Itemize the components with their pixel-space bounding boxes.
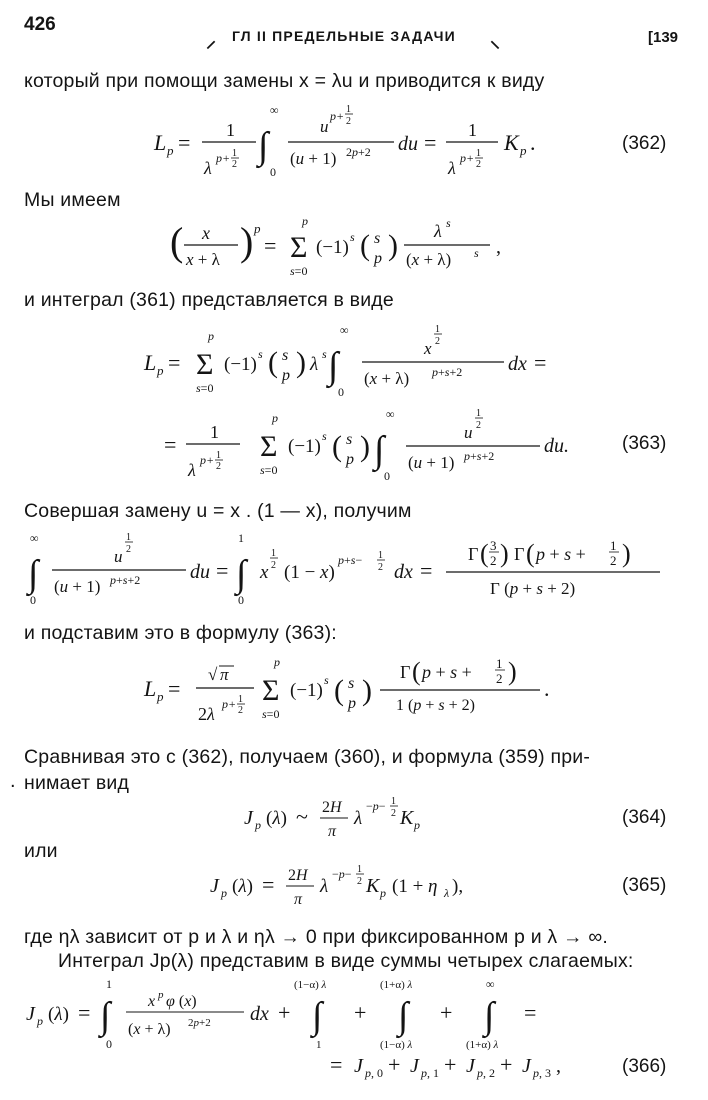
svg-text:s: s bbox=[282, 347, 289, 364]
svg-text:s: s bbox=[258, 347, 263, 361]
svg-text:(−1): (−1) bbox=[288, 436, 321, 457]
svg-text:u: u bbox=[114, 547, 123, 566]
svg-text:=: = bbox=[424, 130, 437, 155]
svg-text:1: 1 bbox=[210, 422, 219, 442]
svg-text:λ: λ bbox=[444, 886, 450, 900]
svg-text:): ) bbox=[388, 229, 398, 262]
svg-text:): ) bbox=[508, 657, 517, 686]
svg-text:p+s+2: p+s+2 bbox=[432, 365, 463, 379]
svg-text:J: J bbox=[244, 807, 253, 829]
svg-text:x + λ: x + λ bbox=[186, 250, 220, 269]
header-ornament-right: ⸜ bbox=[490, 30, 500, 52]
svg-text:J: J bbox=[410, 1055, 419, 1077]
paragraph-number: [139 bbox=[648, 29, 679, 46]
svg-text:Σ: Σ bbox=[196, 348, 214, 381]
svg-text:Σ: Σ bbox=[260, 430, 278, 463]
svg-text:+: + bbox=[278, 1000, 291, 1025]
svg-text:1: 1 bbox=[357, 864, 362, 875]
svg-text:=: = bbox=[78, 1000, 91, 1025]
svg-text:∫: ∫ bbox=[398, 995, 409, 1037]
svg-text:1: 1 bbox=[476, 148, 481, 159]
svg-text:2λ: 2λ bbox=[198, 704, 215, 724]
svg-text:(u + 1): (u + 1) bbox=[290, 149, 337, 168]
svg-text:(λ): (λ) bbox=[266, 808, 287, 829]
body-text-line-5: и подставим это в формулу (363): bbox=[24, 622, 337, 644]
svg-text:(: ( bbox=[334, 674, 344, 707]
svg-text:1: 1 bbox=[435, 324, 440, 335]
svg-text:=: = bbox=[524, 1000, 537, 1025]
svg-text:(: ( bbox=[170, 219, 184, 264]
svg-text:1: 1 bbox=[610, 538, 617, 553]
svg-text:(1−α) λ: (1−α) λ bbox=[294, 979, 327, 991]
svg-text:p, 1: p, 1 bbox=[421, 1066, 439, 1080]
body-text-line-6a: Сравнивая это с (362), получаем (360), и формула (359) при- bbox=[24, 746, 591, 768]
svg-text:2p+2: 2p+2 bbox=[346, 145, 371, 159]
svg-text:s=0: s=0 bbox=[260, 463, 278, 477]
equation-365 bbox=[200, 858, 520, 918]
svg-text:∞: ∞ bbox=[30, 531, 39, 545]
svg-text:s: s bbox=[346, 431, 353, 448]
svg-text:p+s−: p+s− bbox=[338, 553, 363, 567]
svg-text:p: p bbox=[374, 250, 382, 267]
svg-text:p, 2: p, 2 bbox=[477, 1066, 495, 1080]
svg-text:λ: λ bbox=[188, 460, 196, 480]
svg-text:√: √ bbox=[208, 665, 218, 684]
svg-text:2: 2 bbox=[238, 705, 243, 716]
svg-text:∫: ∫ bbox=[258, 125, 269, 167]
svg-text:2H: 2H bbox=[322, 799, 342, 816]
svg-text:K: K bbox=[504, 130, 519, 155]
svg-text:(x + λ): (x + λ) bbox=[406, 250, 452, 269]
svg-text:1: 1 bbox=[106, 977, 112, 991]
svg-text:+: + bbox=[500, 1052, 513, 1077]
svg-text:.: . bbox=[530, 130, 536, 155]
svg-text:p: p bbox=[157, 689, 164, 704]
svg-text:s=0: s=0 bbox=[196, 381, 214, 395]
svg-text:3: 3 bbox=[490, 538, 497, 553]
svg-text:1 (p + s + 2): 1 (p + s + 2) bbox=[396, 697, 475, 714]
svg-text:(1 − x): (1 − x) bbox=[284, 562, 335, 583]
svg-text:2: 2 bbox=[346, 116, 351, 127]
svg-text:p: p bbox=[414, 818, 420, 832]
svg-text:p: p bbox=[348, 695, 356, 712]
svg-text:p: p bbox=[520, 143, 527, 158]
svg-text:p+: p+ bbox=[222, 697, 237, 711]
svg-text:J: J bbox=[354, 1055, 363, 1077]
svg-text:(−1): (−1) bbox=[290, 680, 323, 701]
svg-text:=: = bbox=[262, 872, 275, 897]
svg-text:s: s bbox=[474, 246, 479, 260]
svg-text:∫: ∫ bbox=[312, 995, 323, 1037]
body-text-line-8: где ηλ зависит от p и λ и ηλ → 0 при фиксированном p и λ → ∞. bbox=[24, 926, 609, 948]
svg-text:2: 2 bbox=[490, 553, 497, 568]
svg-text:s: s bbox=[446, 216, 451, 230]
svg-text:s: s bbox=[350, 230, 355, 244]
svg-text:): ) bbox=[622, 539, 631, 568]
svg-text:(λ): (λ) bbox=[232, 876, 253, 897]
svg-text:): ) bbox=[296, 346, 306, 379]
svg-text:(: ( bbox=[268, 346, 278, 379]
svg-text:(u + 1): (u + 1) bbox=[54, 577, 101, 596]
svg-text:p+: p+ bbox=[460, 151, 475, 165]
svg-text:(1−α) λ: (1−α) λ bbox=[380, 1039, 413, 1051]
equation-number-363: (363) bbox=[622, 433, 667, 454]
svg-text:=: = bbox=[420, 558, 433, 583]
svg-text:~: ~ bbox=[296, 804, 308, 829]
svg-text:(x + λ): (x + λ) bbox=[128, 1021, 171, 1038]
svg-text:1: 1 bbox=[238, 531, 244, 545]
svg-text:1: 1 bbox=[238, 694, 243, 705]
equation-number-365: (365) bbox=[622, 875, 667, 896]
svg-text:): ) bbox=[500, 539, 509, 568]
svg-text:): ) bbox=[362, 674, 372, 707]
equation-366-line-2 bbox=[326, 1044, 616, 1090]
svg-text:),: ), bbox=[452, 876, 464, 897]
svg-text:p: p bbox=[272, 411, 278, 425]
running-head: ГЛ II ПРЕДЕЛЬНЫЕ ЗАДАЧИ bbox=[232, 28, 456, 44]
svg-text:.: . bbox=[544, 676, 550, 701]
svg-text:=: = bbox=[164, 432, 177, 457]
svg-text:,: , bbox=[496, 236, 501, 258]
body-text-line-2: Мы имеем bbox=[24, 189, 121, 211]
svg-text:du: du bbox=[190, 561, 210, 583]
svg-text:Γ: Γ bbox=[514, 544, 525, 564]
svg-text:(u + 1): (u + 1) bbox=[408, 453, 455, 472]
body-text-line-3: и интеграл (361) представляется в виде bbox=[24, 289, 394, 311]
svg-text:1: 1 bbox=[346, 104, 351, 115]
svg-text:∞: ∞ bbox=[386, 407, 395, 421]
svg-text:(: ( bbox=[412, 657, 421, 686]
svg-text:s=0: s=0 bbox=[290, 264, 308, 278]
equation-beta-integral bbox=[20, 528, 680, 612]
svg-text:(1+α) λ: (1+α) λ bbox=[466, 1039, 499, 1051]
equation-363-line-1 bbox=[140, 318, 560, 402]
svg-text:0: 0 bbox=[270, 165, 276, 179]
svg-text:s: s bbox=[374, 230, 381, 247]
svg-text:=: = bbox=[178, 130, 191, 155]
svg-text:1: 1 bbox=[496, 656, 503, 671]
svg-text:∫: ∫ bbox=[328, 345, 339, 387]
svg-text:,: , bbox=[556, 1055, 561, 1077]
svg-text:Γ (p + s + 2): Γ (p + s + 2) bbox=[490, 579, 576, 598]
svg-text:L: L bbox=[144, 350, 157, 375]
svg-text:s: s bbox=[322, 347, 327, 361]
svg-text:J: J bbox=[522, 1055, 531, 1077]
svg-text:(: ( bbox=[332, 430, 342, 463]
svg-text:−p−: −p− bbox=[366, 799, 386, 813]
svg-text:+: + bbox=[444, 1052, 457, 1077]
equation-lp-gamma bbox=[140, 648, 580, 732]
svg-text:): ) bbox=[240, 219, 254, 264]
svg-text:=: = bbox=[534, 350, 547, 375]
svg-text:p: p bbox=[37, 1014, 43, 1028]
svg-text:+: + bbox=[388, 1052, 401, 1077]
body-text-line-9: Интеграл Jp(λ) представим в виде суммы четырех слагаемых: bbox=[58, 950, 634, 972]
svg-text:Γ: Γ bbox=[468, 544, 479, 564]
svg-text:Σ: Σ bbox=[290, 231, 308, 264]
svg-text:2: 2 bbox=[610, 553, 617, 568]
svg-text:2: 2 bbox=[391, 808, 396, 819]
svg-text:u: u bbox=[464, 423, 473, 442]
svg-text:1: 1 bbox=[126, 532, 131, 543]
svg-text:λ: λ bbox=[204, 158, 212, 178]
svg-text:2: 2 bbox=[271, 560, 276, 571]
svg-text:dx: dx bbox=[250, 1003, 269, 1025]
svg-text:π: π bbox=[328, 823, 337, 840]
svg-text:2: 2 bbox=[476, 159, 481, 170]
svg-text:s=0: s=0 bbox=[262, 707, 280, 721]
svg-text:p: p bbox=[221, 886, 227, 900]
svg-text:2H: 2H bbox=[288, 867, 308, 884]
svg-text:(1+α) λ: (1+α) λ bbox=[380, 979, 413, 991]
svg-text:2: 2 bbox=[216, 461, 221, 472]
svg-text:2: 2 bbox=[378, 562, 383, 573]
svg-text:=: = bbox=[168, 350, 181, 375]
body-text-line-1: который при помощи замены x = λu и приводится к виду bbox=[24, 70, 545, 92]
svg-text:): ) bbox=[360, 430, 370, 463]
svg-text:J: J bbox=[466, 1055, 475, 1077]
svg-text:π: π bbox=[294, 891, 303, 908]
svg-text:s: s bbox=[322, 429, 327, 443]
svg-text:p, 3: p, 3 bbox=[533, 1066, 551, 1080]
equation-number-364: (364) bbox=[622, 807, 667, 828]
svg-text:x: x bbox=[202, 223, 210, 243]
svg-text:p: p bbox=[167, 143, 174, 158]
svg-text:x: x bbox=[260, 562, 269, 583]
svg-text:1: 1 bbox=[468, 120, 477, 140]
svg-text:p + s +: p + s + bbox=[536, 544, 586, 564]
svg-text:(λ): (λ) bbox=[48, 1004, 69, 1025]
svg-text:+: + bbox=[440, 1000, 453, 1025]
equation-number-362: (362) bbox=[622, 133, 667, 154]
svg-text:p: p bbox=[255, 818, 261, 832]
svg-text:s: s bbox=[324, 673, 329, 687]
svg-text:2: 2 bbox=[496, 671, 503, 686]
svg-text:p: p bbox=[254, 221, 261, 236]
page-number: 426 bbox=[24, 14, 56, 35]
svg-text:p+: p+ bbox=[200, 453, 215, 467]
svg-text:λ: λ bbox=[354, 808, 363, 829]
svg-text:K: K bbox=[400, 807, 414, 829]
svg-text:−p−: −p− bbox=[332, 867, 352, 881]
svg-text:du: du bbox=[398, 133, 418, 155]
svg-text:Σ: Σ bbox=[262, 674, 280, 707]
svg-text:∞: ∞ bbox=[486, 977, 495, 991]
svg-text:2: 2 bbox=[232, 159, 237, 170]
svg-text:1: 1 bbox=[216, 450, 221, 461]
header-ornament-left: ⸝ bbox=[206, 30, 216, 52]
svg-text:(1 + η: (1 + η bbox=[392, 876, 438, 897]
margin-dot: . bbox=[10, 770, 16, 792]
svg-text:u: u bbox=[320, 117, 329, 136]
svg-text:1: 1 bbox=[271, 548, 276, 559]
body-text-line-6b: нимает вид bbox=[24, 772, 130, 794]
svg-text:2: 2 bbox=[126, 544, 131, 555]
equation-364 bbox=[234, 790, 474, 850]
svg-text:p: p bbox=[302, 214, 308, 228]
svg-text:φ (x): φ (x) bbox=[166, 993, 197, 1010]
svg-text:p: p bbox=[274, 655, 280, 669]
svg-text:du.: du. bbox=[544, 435, 569, 457]
svg-text:L: L bbox=[154, 130, 167, 155]
svg-text:2p+2: 2p+2 bbox=[188, 1017, 211, 1029]
svg-text:x: x bbox=[148, 993, 156, 1010]
equation-number-366: (366) bbox=[622, 1056, 667, 1077]
svg-text:0: 0 bbox=[338, 385, 344, 399]
svg-text:dx: dx bbox=[508, 353, 527, 375]
svg-text:1: 1 bbox=[226, 120, 235, 140]
svg-text:+: + bbox=[354, 1000, 367, 1025]
svg-text:π: π bbox=[220, 665, 229, 684]
svg-text:=: = bbox=[330, 1052, 343, 1077]
svg-text:2: 2 bbox=[476, 420, 481, 431]
svg-text:λ: λ bbox=[448, 158, 456, 178]
svg-text:dx: dx bbox=[394, 561, 413, 583]
svg-text:0: 0 bbox=[30, 593, 36, 607]
svg-text:p: p bbox=[157, 363, 164, 378]
svg-text:∞: ∞ bbox=[270, 103, 279, 117]
svg-text:1: 1 bbox=[316, 1039, 322, 1051]
equation-binomial-expansion bbox=[160, 205, 540, 285]
svg-text:(−1): (−1) bbox=[224, 354, 257, 375]
svg-text:1: 1 bbox=[378, 550, 383, 561]
svg-text:λ: λ bbox=[320, 876, 329, 897]
svg-text:1: 1 bbox=[476, 408, 481, 419]
svg-text:p: p bbox=[380, 886, 386, 900]
svg-text:J: J bbox=[26, 1003, 35, 1025]
svg-text:0: 0 bbox=[106, 1037, 112, 1051]
svg-text:λ: λ bbox=[310, 354, 319, 375]
svg-text:1: 1 bbox=[391, 796, 396, 807]
body-text-line-7: или bbox=[24, 840, 58, 862]
svg-text:∫: ∫ bbox=[484, 995, 495, 1037]
equation-362 bbox=[140, 100, 560, 190]
svg-text:∫: ∫ bbox=[28, 553, 39, 595]
svg-text:(x + λ): (x + λ) bbox=[364, 369, 410, 388]
svg-text:2: 2 bbox=[435, 336, 440, 347]
svg-text:2: 2 bbox=[357, 876, 362, 887]
svg-text:s: s bbox=[348, 675, 355, 692]
svg-text:∫: ∫ bbox=[236, 553, 247, 595]
svg-text:p: p bbox=[208, 329, 214, 343]
svg-text:p+s+2: p+s+2 bbox=[464, 449, 495, 463]
svg-text:=: = bbox=[264, 233, 277, 258]
svg-text:∫: ∫ bbox=[374, 429, 385, 471]
svg-text:p: p bbox=[346, 451, 354, 468]
svg-text:∫: ∫ bbox=[100, 995, 111, 1037]
svg-text:∞: ∞ bbox=[340, 323, 349, 337]
svg-text:(: ( bbox=[360, 229, 370, 262]
svg-text:p+: p+ bbox=[216, 151, 231, 165]
svg-text:J: J bbox=[210, 875, 219, 897]
svg-text:p: p bbox=[158, 989, 164, 1001]
svg-text:p, 0: p, 0 bbox=[365, 1066, 383, 1080]
svg-text:0: 0 bbox=[238, 593, 244, 607]
svg-text:L: L bbox=[144, 676, 157, 701]
svg-text:1: 1 bbox=[232, 148, 237, 159]
svg-text:(: ( bbox=[526, 539, 535, 568]
svg-text:Γ: Γ bbox=[400, 662, 411, 682]
svg-text:p + s +: p + s + bbox=[422, 662, 472, 682]
equation-363-line-2 bbox=[160, 404, 580, 488]
svg-text:p+s+2: p+s+2 bbox=[110, 573, 141, 587]
svg-text:(: ( bbox=[480, 539, 489, 568]
svg-text:λ: λ bbox=[434, 221, 442, 241]
svg-text:K: K bbox=[366, 875, 380, 897]
body-text-line-4: Совершая замену u = x . (1 — x), получим bbox=[24, 500, 412, 522]
svg-text:x: x bbox=[424, 339, 432, 358]
svg-text:0: 0 bbox=[384, 469, 390, 483]
svg-text:p+: p+ bbox=[330, 109, 345, 123]
svg-text:=: = bbox=[168, 676, 181, 701]
svg-text:p: p bbox=[282, 367, 290, 384]
svg-text:=: = bbox=[216, 558, 229, 583]
svg-text:(−1): (−1) bbox=[316, 237, 349, 258]
